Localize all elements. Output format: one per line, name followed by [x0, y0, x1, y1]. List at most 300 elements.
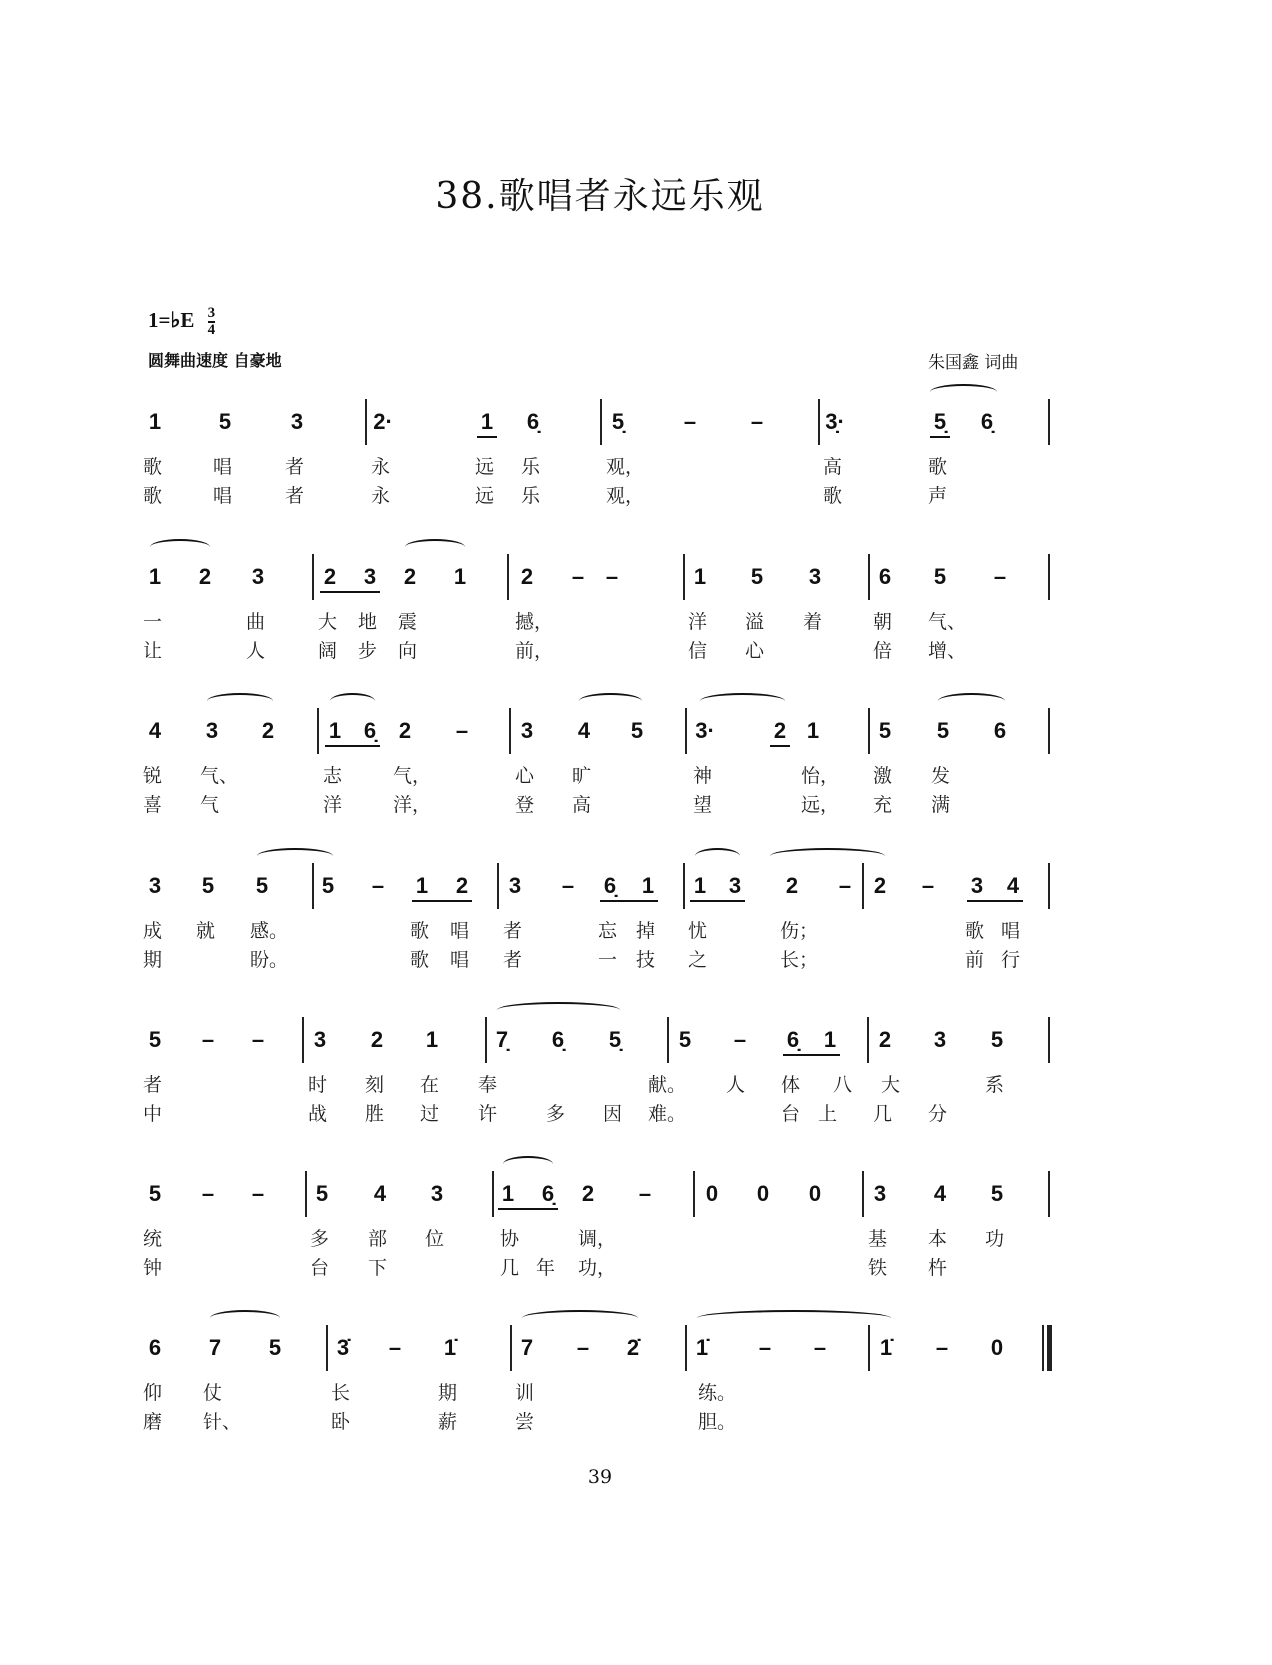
eighth-note-underline: [477, 436, 497, 438]
jianpu-note: 1: [480, 409, 494, 434]
lyric-syllable: 歌: [823, 485, 843, 507]
jianpu-note: 3: [520, 718, 534, 743]
lyric-syllable: 功，: [578, 1257, 617, 1279]
barline: [497, 863, 499, 909]
lyric-syllable: 一: [598, 949, 618, 971]
lyric-syllable: 忧: [688, 920, 708, 942]
slur-arc: [150, 539, 210, 555]
lyric-syllable: 仗: [203, 1382, 223, 1404]
jianpu-note: 0: [990, 1335, 1004, 1360]
slur-arc: [579, 693, 642, 709]
lyric-syllable: 倍: [873, 640, 893, 662]
lyric-syllable: 地: [358, 611, 378, 633]
eighth-note-underline: [320, 591, 380, 593]
jianpu-note: 5: [990, 1181, 1004, 1206]
barline: [685, 708, 687, 754]
jianpu-note: 4: [148, 718, 162, 743]
lyric-syllable: 长: [331, 1382, 351, 1404]
jianpu-note: 4: [933, 1181, 947, 1206]
eighth-note-underline: [770, 745, 790, 747]
lyric-syllable: 杵: [928, 1257, 948, 1279]
jianpu-note: 1: [453, 564, 467, 589]
lyric-syllable: 刻: [365, 1074, 385, 1096]
lyric-syllable: 曲: [246, 611, 266, 633]
lyric-syllable: 志: [323, 765, 343, 787]
barline: [685, 1325, 687, 1371]
jianpu-note: 4: [1006, 873, 1020, 898]
barline: [312, 554, 314, 600]
jianpu-note: 6: [148, 1335, 162, 1360]
jianpu-note: 2: [403, 564, 417, 589]
jianpu-note: 1: [425, 1027, 439, 1052]
lyric-syllable: 感。: [250, 920, 289, 942]
lyric-syllable: 训: [515, 1382, 535, 1404]
lyric-syllable: 唱: [213, 485, 233, 507]
lyric-syllable: 难。: [648, 1103, 687, 1125]
lyric-syllable: 远: [475, 456, 495, 478]
lyric-syllable: 气、: [200, 765, 239, 787]
lyric-syllable: 朝: [873, 611, 893, 633]
eighth-note-underline: [783, 1054, 840, 1056]
lyric-syllable: 期: [143, 949, 163, 971]
barline: [507, 554, 509, 600]
barline: [317, 708, 319, 754]
jianpu-note: 3·: [695, 718, 715, 743]
jianpu-note: 4: [577, 718, 591, 743]
slur-arc: [700, 693, 785, 709]
jianpu-note: 2: [878, 1027, 892, 1052]
lyric-syllable: 大: [881, 1074, 901, 1096]
slur-arc: [497, 1002, 620, 1018]
jianpu-note: 1: [641, 873, 655, 898]
lyric-syllable: 喜: [143, 794, 163, 816]
jianpu-note: 0: [756, 1181, 770, 1206]
jianpu-note: 3: [251, 564, 265, 589]
lyric-syllable: 多: [310, 1228, 330, 1250]
jianpu-note: 3: [148, 873, 162, 898]
jianpu-note: 5: [990, 1027, 1004, 1052]
jianpu-note: 2: [455, 873, 469, 898]
barline: [1048, 1017, 1050, 1063]
jianpu-note: 3: [430, 1181, 444, 1206]
lyric-syllable: 前: [965, 949, 985, 971]
lyric-syllable: 永: [371, 485, 391, 507]
lyric-syllable: 铁: [868, 1257, 888, 1279]
barline: [600, 399, 602, 445]
lyric-syllable: 许: [478, 1103, 498, 1125]
lyric-syllable: 一: [143, 611, 163, 633]
jianpu-note: 3: [363, 564, 377, 589]
lyric-syllable: 者: [285, 456, 305, 478]
jianpu-note: 2: [261, 718, 275, 743]
lyric-syllable: 胜: [365, 1103, 385, 1125]
lyric-syllable: 针、: [203, 1411, 242, 1433]
lyric-syllable: 登: [515, 794, 535, 816]
jianpu-note: 6: [878, 564, 892, 589]
barline: [365, 399, 367, 445]
page-number: 39: [587, 1466, 613, 1488]
jianpu-note: 1: [148, 564, 162, 589]
jianpu-note: –: [921, 873, 935, 898]
barline: [492, 1171, 494, 1217]
lyric-syllable: 气、: [928, 611, 967, 633]
jianpu-note: 1̇: [879, 1335, 893, 1360]
lyric-syllable: 神: [693, 765, 713, 787]
lyric-syllable: 心: [515, 765, 535, 787]
lyric-syllable: 体: [781, 1074, 801, 1096]
lyric-syllable: 洋: [688, 611, 708, 633]
jianpu-note: 1: [693, 564, 707, 589]
jianpu-note: 0: [705, 1181, 719, 1206]
slur-arc: [938, 693, 1005, 709]
lyric-syllable: 声: [928, 485, 948, 507]
eighth-note-underline: [690, 900, 745, 902]
lyric-syllable: 技: [636, 949, 656, 971]
jianpu-note: –: [371, 873, 385, 898]
lyric-syllable: 台: [310, 1257, 330, 1279]
jianpu-note: 1: [501, 1181, 515, 1206]
lyric-syllable: 唱: [1001, 920, 1021, 942]
lyric-syllable: 钟: [143, 1257, 163, 1279]
barline: [862, 1171, 864, 1217]
jianpu-note: –: [993, 564, 1007, 589]
barline: [302, 1017, 304, 1063]
lyric-syllable: 盼。: [250, 949, 289, 971]
lyric-syllable: 歌: [143, 485, 163, 507]
slur-arc: [210, 1310, 280, 1326]
lyric-syllable: 旷: [572, 765, 592, 787]
lyric-syllable: 仰: [143, 1382, 163, 1404]
lyric-syllable: 望: [693, 794, 713, 816]
lyric-syllable: 在: [420, 1074, 440, 1096]
jianpu-note: 5̣: [608, 1027, 622, 1052]
lyric-syllable: 因: [603, 1103, 623, 1125]
tempo-marking: 圆舞曲速度 自豪地: [148, 351, 282, 370]
jianpu-note: 5: [678, 1027, 692, 1052]
lyric-syllable: 人: [246, 640, 266, 662]
lyric-syllable: 高: [572, 794, 592, 816]
lyric-syllable: 长；: [780, 949, 819, 971]
jianpu-note: 1̇: [695, 1335, 709, 1360]
jianpu-note: 1: [806, 718, 820, 743]
jianpu-note: –: [838, 873, 852, 898]
lyric-syllable: 伤；: [780, 920, 819, 942]
barline: [693, 1171, 695, 1217]
lyric-syllable: 部: [368, 1228, 388, 1250]
lyric-syllable: 台: [781, 1103, 801, 1125]
lyric-syllable: 者: [503, 949, 523, 971]
lyric-syllable: 薪: [438, 1411, 458, 1433]
lyric-syllable: 之: [688, 949, 708, 971]
lyric-syllable: 磨: [143, 1411, 163, 1433]
lyric-syllable: 几: [500, 1257, 520, 1279]
lyric-syllable: 高: [823, 456, 843, 478]
jianpu-note: 6̣: [603, 873, 617, 898]
lyric-syllable: 者: [503, 920, 523, 942]
jianpu-note: 5: [878, 718, 892, 743]
lyric-syllable: 满: [931, 794, 951, 816]
jianpu-note: 6̣: [363, 718, 377, 743]
jianpu-note: –: [750, 409, 764, 434]
time-signature-bottom: 4: [207, 322, 216, 338]
barline: [305, 1171, 307, 1217]
jianpu-note: –: [455, 718, 469, 743]
lyric-syllable: 调，: [578, 1228, 617, 1250]
lyric-syllable: 就: [196, 920, 216, 942]
barline: [868, 1325, 870, 1371]
lyric-syllable: 胆。: [698, 1411, 737, 1433]
lyric-syllable: 中: [143, 1103, 163, 1125]
lyric-syllable: 掉: [636, 920, 656, 942]
lyric-syllable: 人: [726, 1074, 746, 1096]
lyric-syllable: 者: [143, 1074, 163, 1096]
lyric-syllable: 观，: [606, 485, 645, 507]
lyric-syllable: 几: [873, 1103, 893, 1125]
jianpu-note: 3: [873, 1181, 887, 1206]
jianpu-note: –: [201, 1181, 215, 1206]
lyric-syllable: 震: [398, 611, 418, 633]
lyric-syllable: 前，: [515, 640, 554, 662]
barline: [485, 1017, 487, 1063]
jianpu-note: 2: [323, 564, 337, 589]
barline: [683, 554, 685, 600]
lyric-syllable: 基: [868, 1228, 888, 1250]
lyric-syllable: 统: [143, 1228, 163, 1250]
lyric-syllable: 增、: [928, 640, 967, 662]
lyric-syllable: 洋，: [393, 794, 432, 816]
jianpu-note: 5: [148, 1181, 162, 1206]
jianpu-note: 7: [520, 1335, 534, 1360]
jianpu-note: –: [576, 1335, 590, 1360]
jianpu-note: 6̣: [980, 409, 994, 434]
lyric-syllable: 信: [688, 640, 708, 662]
eighth-note-underline: [325, 745, 380, 747]
jianpu-note: 1̇: [443, 1335, 457, 1360]
lyric-syllable: 乐: [521, 456, 541, 478]
lyric-syllable: 歌: [965, 920, 985, 942]
jianpu-note: –: [638, 1181, 652, 1206]
lyric-syllable: 让: [143, 640, 163, 662]
lyric-syllable: 充: [873, 794, 893, 816]
jianpu-note: 3̇: [336, 1335, 350, 1360]
lyric-syllable: 成: [143, 920, 163, 942]
jianpu-note: 0: [808, 1181, 822, 1206]
lyric-syllable: 八: [833, 1074, 853, 1096]
jianpu-note: 6̣: [526, 409, 540, 434]
jianpu-note: 5: [268, 1335, 282, 1360]
lyric-syllable: 战: [308, 1103, 328, 1125]
lyric-syllable: 尝: [515, 1411, 535, 1433]
lyric-syllable: 献。: [648, 1074, 687, 1096]
jianpu-note: 5: [936, 718, 950, 743]
jianpu-note: 5: [201, 873, 215, 898]
jianpu-note: 5: [750, 564, 764, 589]
lyric-syllable: 分: [928, 1103, 948, 1125]
lyric-syllable: 奉: [478, 1074, 498, 1096]
lyric-syllable: 发: [931, 765, 951, 787]
jianpu-note: 2: [198, 564, 212, 589]
slur-arc: [405, 539, 465, 555]
lyric-syllable: 练。: [698, 1382, 737, 1404]
barline: [862, 863, 864, 909]
jianpu-note: 5: [255, 873, 269, 898]
lyric-syllable: 过: [420, 1103, 440, 1125]
lyric-syllable: 歌: [410, 920, 430, 942]
lyric-syllable: 期: [438, 1382, 458, 1404]
lyric-syllable: 乐: [521, 485, 541, 507]
jianpu-note: –: [733, 1027, 747, 1052]
lyric-syllable: 溢: [745, 611, 765, 633]
barline: [683, 863, 685, 909]
lyric-syllable: 远，: [801, 794, 840, 816]
barline: [868, 708, 870, 754]
jianpu-note: 2: [581, 1181, 595, 1206]
jianpu-note: 1: [328, 718, 342, 743]
lyric-syllable: 怡，: [801, 765, 840, 787]
eighth-note-underline: [967, 900, 1023, 902]
jianpu-note: 5: [315, 1181, 329, 1206]
jianpu-note: –: [251, 1027, 265, 1052]
jianpu-note: 2·: [373, 409, 393, 434]
barline: [510, 1325, 512, 1371]
lyric-syllable: 大: [318, 611, 338, 633]
jianpu-note: 2: [873, 873, 887, 898]
jianpu-note: 1: [823, 1027, 837, 1052]
jianpu-note: 3: [290, 409, 304, 434]
lyric-syllable: 锐: [143, 765, 163, 787]
jianpu-note: 5: [148, 1027, 162, 1052]
jianpu-note: 3̣·: [825, 409, 845, 434]
lyric-syllable: 者: [285, 485, 305, 507]
slur-arc: [257, 848, 333, 864]
jianpu-note: 5: [630, 718, 644, 743]
jianpu-note: 5̣: [611, 409, 625, 434]
jianpu-note: 7̣: [495, 1027, 509, 1052]
barline: [312, 863, 314, 909]
barline: [867, 1017, 869, 1063]
jianpu-note: –: [201, 1027, 215, 1052]
lyric-syllable: 心: [745, 640, 765, 662]
barline: [1048, 554, 1050, 600]
barline: [868, 554, 870, 600]
lyric-syllable: 本: [928, 1228, 948, 1250]
jianpu-note: 5: [218, 409, 232, 434]
jianpu-note: 2: [520, 564, 534, 589]
final-barline-thin: [1042, 1325, 1044, 1371]
lyric-syllable: 唱: [450, 949, 470, 971]
lyric-syllable: 歌: [410, 949, 430, 971]
eighth-note-underline: [412, 900, 472, 902]
jianpu-note: 3: [508, 873, 522, 898]
jianpu-note: 3: [933, 1027, 947, 1052]
jianpu-note: 2: [773, 718, 787, 743]
lyric-syllable: 唱: [213, 456, 233, 478]
lyric-syllable: 忘: [598, 920, 618, 942]
slur-arc: [503, 1156, 553, 1172]
lyric-syllable: 观，: [606, 456, 645, 478]
slur-arc: [522, 1310, 638, 1326]
jianpu-note: –: [571, 564, 585, 589]
barline: [818, 399, 820, 445]
slur-arc: [697, 1310, 891, 1326]
jianpu-note: 2: [398, 718, 412, 743]
jianpu-note: 1: [415, 873, 429, 898]
time-signature: [208, 306, 216, 338]
lyric-syllable: 卧: [331, 1411, 351, 1433]
eighth-note-underline: [600, 900, 658, 902]
author-credit: 朱国鑫 词曲: [928, 353, 1019, 373]
lyric-syllable: 时: [308, 1074, 328, 1096]
slur-arc: [207, 693, 273, 709]
jianpu-note: 3: [808, 564, 822, 589]
jianpu-note: 4: [373, 1181, 387, 1206]
jianpu-note: 6̣: [551, 1027, 565, 1052]
lyric-syllable: 着: [803, 611, 823, 633]
key-signature: [148, 306, 215, 338]
jianpu-note: –: [935, 1335, 949, 1360]
lyric-syllable: 唱: [450, 920, 470, 942]
barline: [1048, 863, 1050, 909]
slur-arc: [770, 848, 885, 864]
lyric-syllable: 阔: [318, 640, 338, 662]
jianpu-note: –: [388, 1335, 402, 1360]
slur-arc: [695, 848, 740, 864]
lyric-syllable: 位: [425, 1228, 445, 1250]
barline: [1048, 1171, 1050, 1217]
lyric-syllable: 远: [475, 485, 495, 507]
barline: [1048, 399, 1050, 445]
final-barline-thick: [1047, 1325, 1052, 1371]
lyric-syllable: 气: [200, 794, 220, 816]
lyric-syllable: 功: [985, 1228, 1005, 1250]
lyric-syllable: 洋: [323, 794, 343, 816]
lyric-syllable: 年: [536, 1257, 556, 1279]
lyric-syllable: 系: [985, 1074, 1005, 1096]
lyric-syllable: 下: [368, 1257, 388, 1279]
jianpu-note: 1: [148, 409, 162, 434]
eighth-note-underline: [498, 1208, 558, 1210]
jianpu-note: 5: [933, 564, 947, 589]
jianpu-note: 6: [993, 718, 1007, 743]
lyric-syllable: 步: [358, 640, 378, 662]
eighth-note-underline: [930, 436, 950, 438]
lyric-syllable: 歌: [143, 456, 163, 478]
lyric-syllable: 气，: [393, 765, 432, 787]
lyric-syllable: 歌: [928, 456, 948, 478]
key-label: 1=♭E: [148, 307, 195, 332]
jianpu-note: 1: [693, 873, 707, 898]
jianpu-note: 5: [321, 873, 335, 898]
barline: [509, 708, 511, 754]
lyric-syllable: 上: [818, 1103, 838, 1125]
lyric-syllable: 撼，: [515, 611, 554, 633]
barline: [1048, 708, 1050, 754]
jianpu-note: 7: [208, 1335, 222, 1360]
lyric-syllable: 永: [371, 456, 391, 478]
lyric-syllable: 行: [1001, 949, 1021, 971]
lyric-syllable: 向: [398, 640, 418, 662]
time-signature-top: 3: [207, 305, 216, 321]
barline: [326, 1325, 328, 1371]
slur-arc: [330, 693, 375, 709]
jianpu-note: 3: [205, 718, 219, 743]
jianpu-note: 6̣: [541, 1181, 555, 1206]
jianpu-note: 2: [370, 1027, 384, 1052]
song-title: 38.歌唱者永远乐观: [435, 176, 765, 217]
jianpu-note: –: [605, 564, 619, 589]
jianpu-note: –: [813, 1335, 827, 1360]
jianpu-note: 2: [785, 873, 799, 898]
